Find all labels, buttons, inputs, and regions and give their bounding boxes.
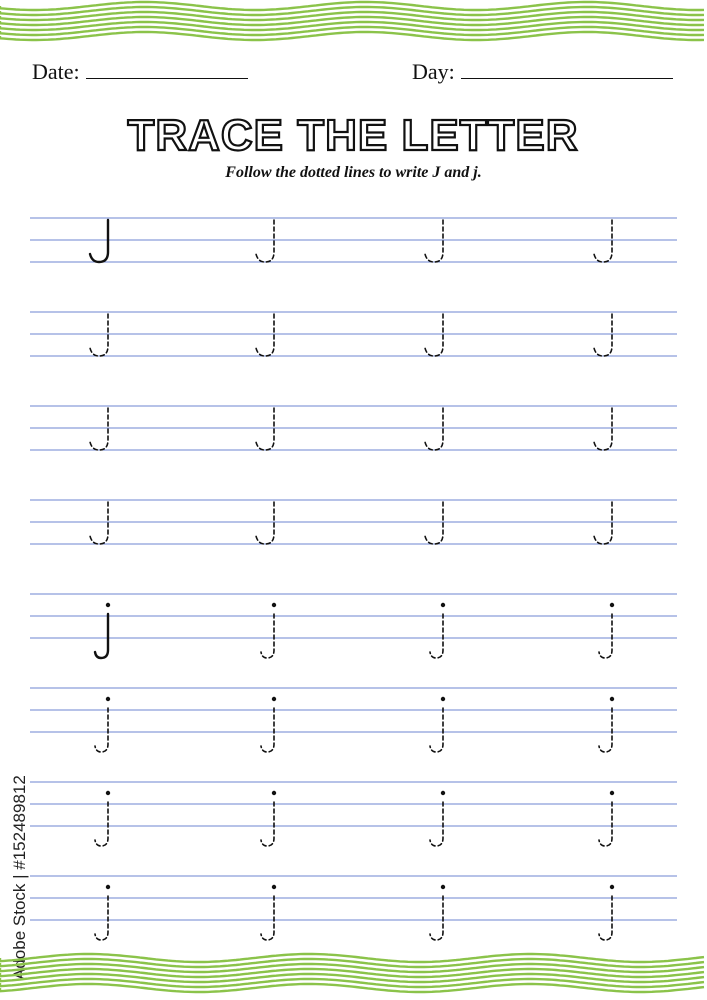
letter-dot: [272, 885, 276, 889]
letter-dot: [610, 697, 614, 701]
letter-dot: [106, 697, 110, 701]
letter-dot: [106, 603, 110, 607]
dotted-letter-j: [261, 614, 274, 658]
day-label: Day:: [412, 59, 455, 84]
tracing-row: [30, 312, 677, 356]
letter-dot: [272, 697, 276, 701]
dotted-letter-J: [90, 408, 108, 450]
solid-letter-J: [90, 220, 108, 262]
dotted-letter-J: [90, 502, 108, 544]
letter-dot: [441, 791, 445, 795]
tracing-row: [30, 782, 677, 846]
letter-dot: [106, 791, 110, 795]
letter-dot: [610, 791, 614, 795]
page-title-text: TRACE THE LETTER: [127, 111, 579, 160]
dotted-letter-J: [425, 314, 443, 356]
tracing-row: [30, 406, 677, 450]
dotted-letter-J: [256, 314, 274, 356]
tracing-row: [30, 876, 677, 940]
dotted-letter-j: [95, 802, 108, 846]
stock-id-watermark: Adobe Stock | #152489812: [10, 775, 29, 980]
letter-dot: [441, 603, 445, 607]
dotted-letter-J: [256, 408, 274, 450]
dotted-letter-j: [95, 708, 108, 752]
dotted-letter-j: [599, 708, 612, 752]
letter-dot: [272, 791, 276, 795]
letter-dot: [441, 885, 445, 889]
bottom-wave-border: [0, 952, 707, 998]
tracing-row: [30, 500, 677, 544]
letter-dot: [441, 697, 445, 701]
solid-letter-j: [95, 614, 108, 658]
dotted-letter-j: [261, 896, 274, 940]
tracing-row: [30, 688, 677, 752]
dotted-letter-j: [599, 896, 612, 940]
tracing-row: [30, 594, 677, 658]
letter-dot: [610, 603, 614, 607]
letter-dot: [610, 885, 614, 889]
dotted-letter-j: [430, 708, 443, 752]
dotted-letter-J: [425, 502, 443, 544]
dotted-letter-J: [425, 220, 443, 262]
letter-dot: [106, 885, 110, 889]
instructions: Follow the dotted lines to write J and j.: [225, 164, 482, 181]
date-label: Date:: [32, 59, 80, 84]
dotted-letter-J: [425, 408, 443, 450]
dotted-letter-j: [430, 896, 443, 940]
letter-dot: [272, 603, 276, 607]
dotted-letter-j: [95, 896, 108, 940]
dotted-letter-j: [599, 802, 612, 846]
tracing-row: [30, 218, 677, 262]
dotted-letter-j: [261, 708, 274, 752]
dotted-letter-J: [594, 408, 612, 450]
dotted-letter-j: [599, 614, 612, 658]
dotted-letter-j: [430, 802, 443, 846]
dotted-letter-J: [256, 502, 274, 544]
dotted-letter-J: [594, 314, 612, 356]
dotted-letter-j: [430, 614, 443, 658]
dotted-letter-J: [256, 220, 274, 262]
dotted-letter-J: [594, 220, 612, 262]
dotted-letter-j: [261, 802, 274, 846]
dotted-letter-J: [90, 314, 108, 356]
dotted-letter-J: [594, 502, 612, 544]
